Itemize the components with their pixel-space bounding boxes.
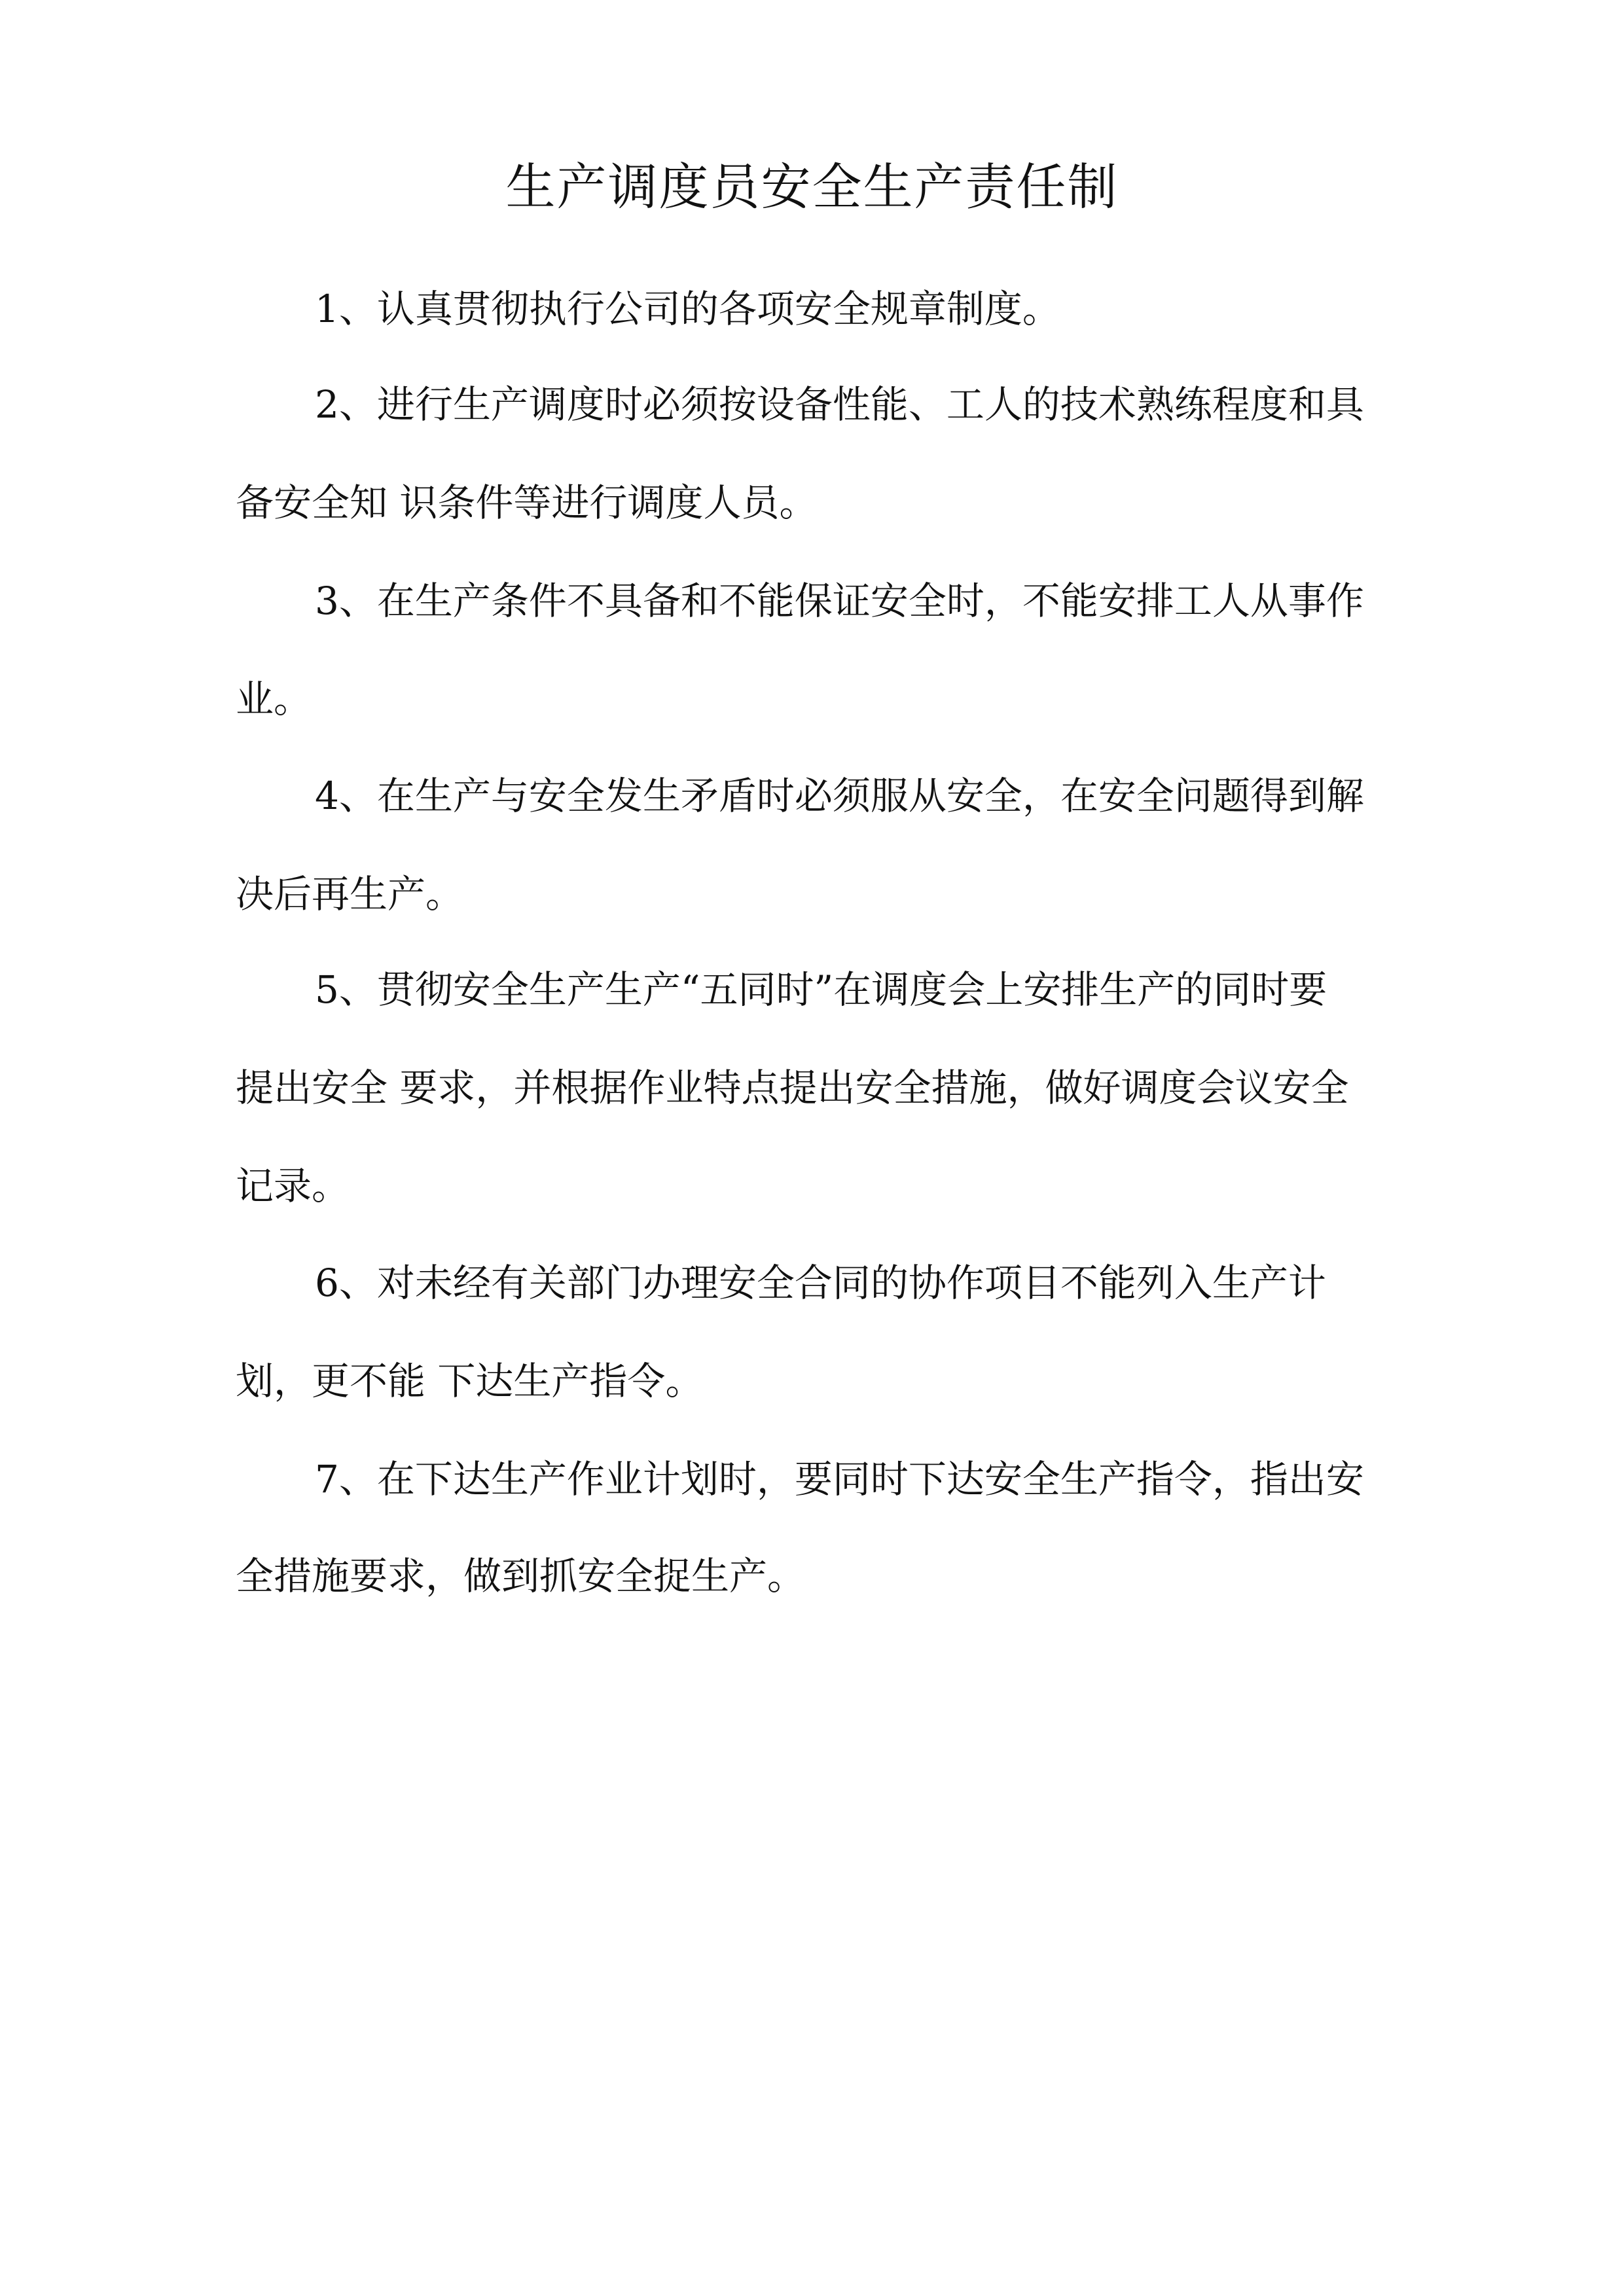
item-2-line-1: 2、进行生产调度时必须按设备性能、工人的技术熟练程度和具 bbox=[315, 382, 1364, 427]
item-3-line-1: 3、在生产条件不具备和不能保证安全时，不能安排工人从事作 bbox=[315, 579, 1364, 623]
item-4-line-1: 4、在生产与安全发生矛盾时必须服从安全，在安全问题得到解 bbox=[315, 774, 1364, 818]
item-1-line-1: 1、认真贯彻执行公司的各项安全规章制度。 bbox=[315, 287, 1060, 331]
item-6-line-1: 6、对未经有关部门办理安全合同的协作项目不能列入生产计 bbox=[315, 1261, 1326, 1305]
item-3-line-2: 业。 bbox=[236, 677, 312, 721]
item-7-line-2: 全措施要求，做到抓安全捉生产。 bbox=[236, 1554, 806, 1598]
item-5-line-2: 提出安全 要求，并根据作业特点提出安全措施，做好调度会议安全 bbox=[236, 1066, 1349, 1110]
item-4-line-2: 决后再生产。 bbox=[236, 872, 464, 916]
item-5-line-3: 记录。 bbox=[236, 1164, 350, 1208]
item-2-line-2: 备安全知 识条件等进行调度人员。 bbox=[236, 480, 818, 525]
item-5-line-1: 5、贯彻安全生产生产“五同时”在调度会上安排生产的同时要 bbox=[315, 967, 1327, 1012]
item-7-line-1: 7、在下达生产作业计划时，要同时下达安全生产指令，指出安 bbox=[315, 1457, 1364, 1501]
document-title: 生产调度员安全生产责任制 bbox=[505, 158, 1119, 216]
item-6-line-2: 划，更不能 下达生产指令。 bbox=[236, 1359, 704, 1403]
